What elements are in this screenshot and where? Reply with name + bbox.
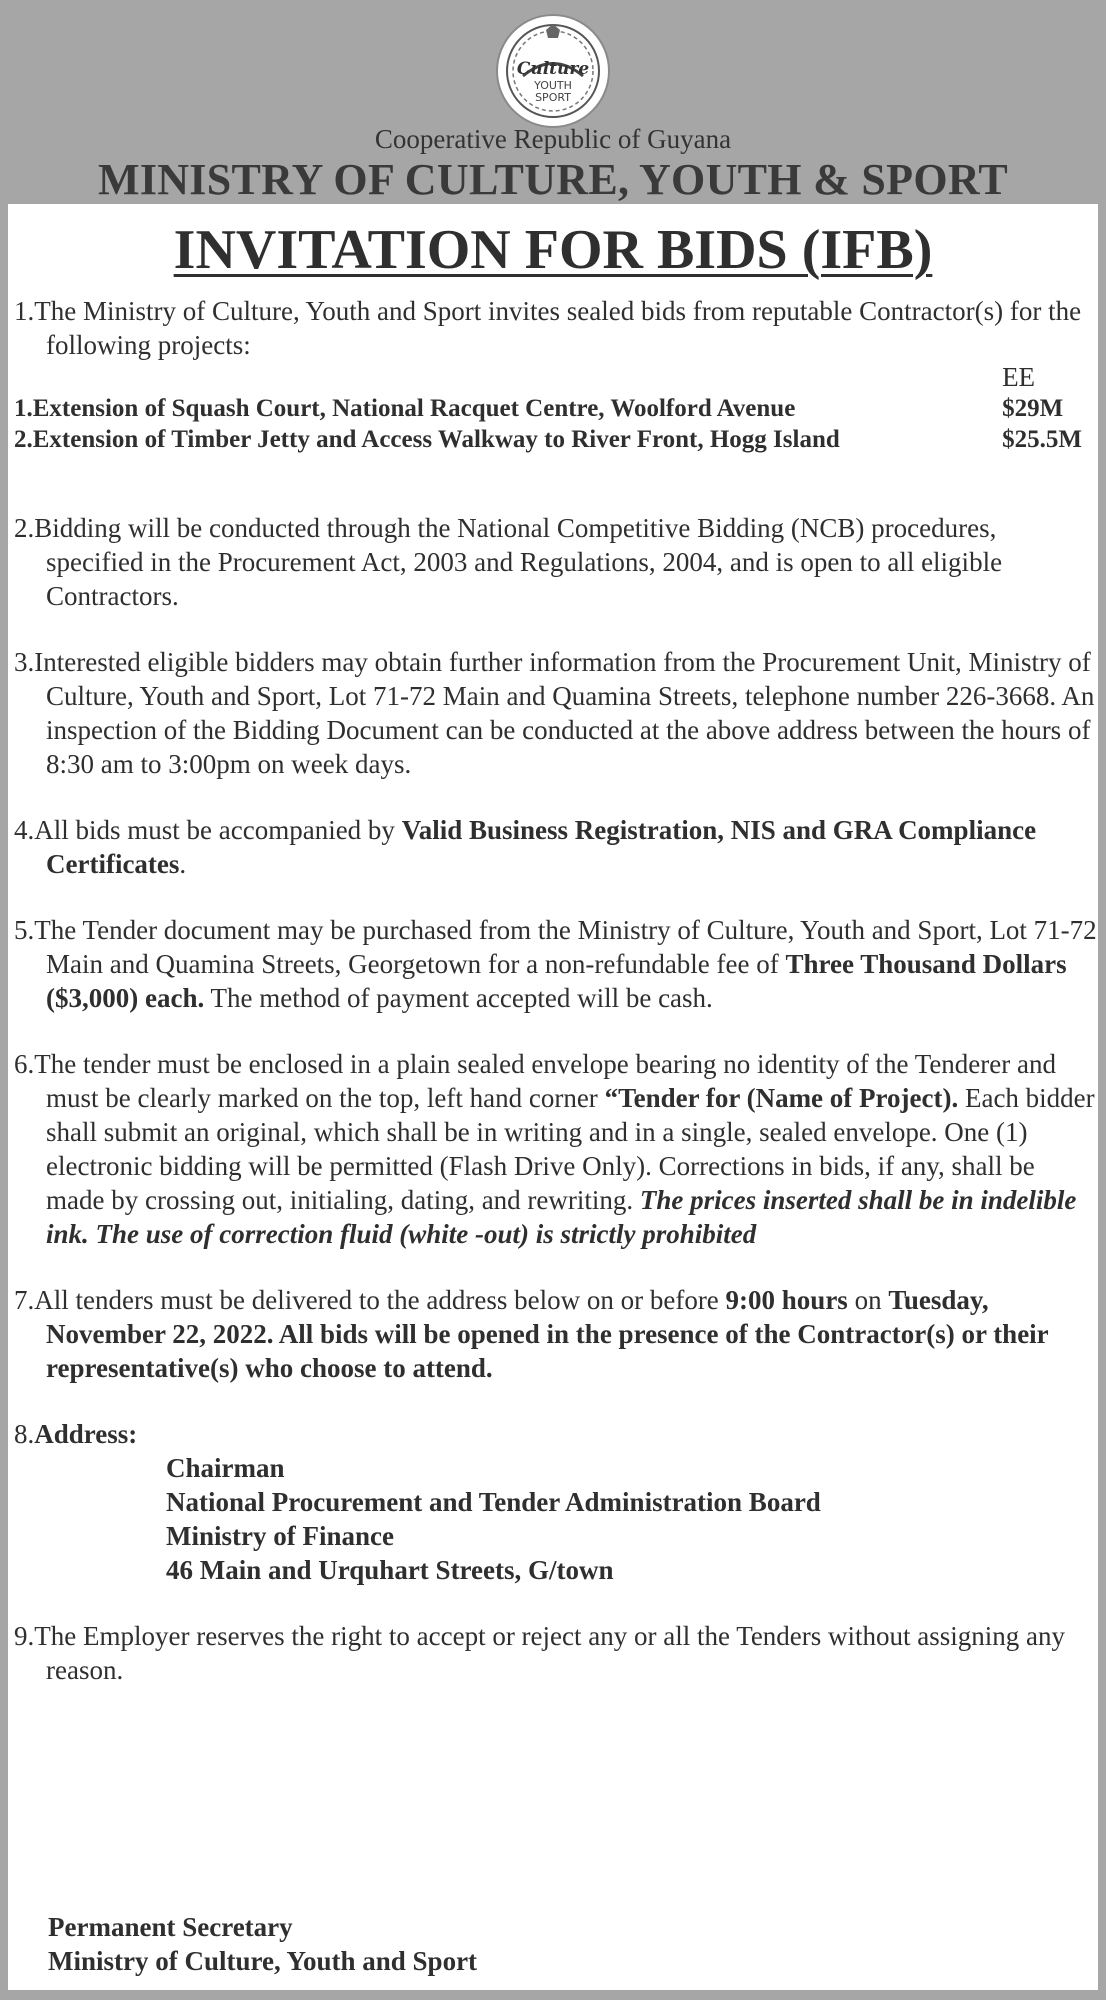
address-line: 46 Main and Urquhart Streets, G/town	[166, 1555, 614, 1585]
signature-block	[48, 1910, 477, 1978]
project-cost: $25.5M	[1002, 426, 1082, 453]
crest-text-youth: YOUTH	[534, 79, 572, 92]
paragraph-6-middle: Each bidder shall submit an original, which shall be in writing and in a single, sealed envelope. One (1) electronic bidding will be permitted (Flash Drive Only). Corrections in bids, if any, shall be made by crossing out, initialing, dating, and rewriting.	[46, 1083, 1095, 1215]
signature-title: Permanent Secretary	[48, 1912, 293, 1942]
paragraph-3: 3.Interested eligible bidders may obtain further information from the Procurement Unit, Ministry of Culture, Youth and Sport, Lot 71-72 Main and Quamina Streets, telephone number 226-3668. An inspection of the Bidding Document can be conducted at the above address between the hours of 8:30 am to 3:00pm on week days.	[14, 647, 1095, 779]
address-line: Chairman	[166, 1453, 285, 1483]
paragraph-9: 9.The Employer reserves the right to accept or reject any or all the Tenders without assigning any reason.	[14, 1621, 1066, 1685]
page-title: INVITATION FOR BIDS (IFB)	[173, 219, 933, 281]
paragraph-6-bold: “Tender for (Name of Project).	[604, 1083, 959, 1113]
crest-text-sport: SPORT	[535, 91, 571, 104]
paragraph-5	[14, 913, 1098, 1015]
paragraph-7-date: Tuesday, November 22, 2022. All bids will be opened in the presence of the Contractor(s) or their representative(s) who choose to attend.	[46, 1285, 1049, 1383]
ministry-name: MINISTRY OF CULTURE, YOUTH & SPORT	[97, 155, 1009, 204]
notice-panel	[8, 204, 1098, 1990]
address-line: Ministry of Finance	[166, 1521, 394, 1551]
project-row	[14, 393, 1098, 424]
header-band	[0, 0, 1106, 205]
project-name: 1.Extension of Squash Court, National Racquet Centre, Woolford Avenue	[14, 395, 796, 422]
paragraph-5-text: 5.The Tender document may be purchased from the Ministry of Culture, Youth and Sport, Lot 71-72 Main and Quamina Streets, Georgetown for a non-refundable fee of	[14, 915, 1097, 979]
paragraph-6-bold-italic: The prices inserted shall be in indelible ink. The use of correction fluid (white -out) is strictly prohibited	[46, 1185, 1077, 1249]
signature-ministry: Ministry of Culture, Youth and Sport	[48, 1946, 478, 1976]
cost-header: EE	[1002, 362, 1036, 392]
crest-text-culture: Culture	[516, 59, 590, 79]
paragraph-5-end: The method of payment accepted will be cash.	[204, 983, 713, 1013]
paragraph-5-bold: Three Thousand Dollars ($3,000) each.	[46, 949, 1067, 1013]
project-row	[14, 424, 1098, 455]
ministry-crest-icon	[498, 16, 608, 126]
projects-header-spacer	[14, 362, 998, 393]
paragraph-7-text: 7.All tenders must be delivered to the address below on or before	[14, 1285, 726, 1315]
paragraph-6	[14, 1047, 1098, 1251]
project-cost: $29M	[1002, 395, 1064, 422]
address-label: Address:	[34, 1419, 138, 1449]
paragraph-7-on: on	[847, 1285, 889, 1315]
crest-graphic	[498, 16, 608, 126]
projects-table	[14, 362, 1098, 455]
projects-header-row	[14, 362, 1098, 393]
paragraph-6-text: 6.The tender must be enclosed in a plain sealed envelope bearing no identity of the Tenderer and must be clearly marked on the top, left hand corner	[14, 1049, 1056, 1113]
address-line: National Procurement and Tender Administration Board	[166, 1487, 821, 1517]
paragraph-7	[14, 1283, 1098, 1385]
project-name: 2.Extension of Timber Jetty and Access Walkway to River Front, Hogg Island	[14, 426, 840, 453]
paragraph-4-text: 4.All bids must be accompanied by	[14, 815, 402, 845]
paragraph-4-bold: Valid Business Registration, NIS and GRA Compliance Certificates	[46, 815, 1037, 879]
paragraph-2: 2.Bidding will be conducted through the National Competitive Bidding (NCB) procedures, specified in the Procurement Act, 2003 and Regulations, 2004, and is open to all eligible Contractors.	[14, 513, 1003, 611]
notice-body	[14, 294, 1098, 1687]
paragraph-8-number: 8.	[14, 1419, 35, 1449]
intro-paragraph: 1.The Ministry of Culture, Youth and Sport invites sealed bids from reputable Contractor(s) for the following projects:	[14, 296, 1082, 360]
paragraph-7-time: 9:00 hours	[725, 1285, 848, 1315]
paragraph-4	[14, 813, 1098, 881]
republic-name: Cooperative Republic of Guyana	[374, 124, 732, 154]
paragraph-4-end: .	[179, 849, 187, 879]
paragraph-8	[14, 1417, 1098, 1451]
